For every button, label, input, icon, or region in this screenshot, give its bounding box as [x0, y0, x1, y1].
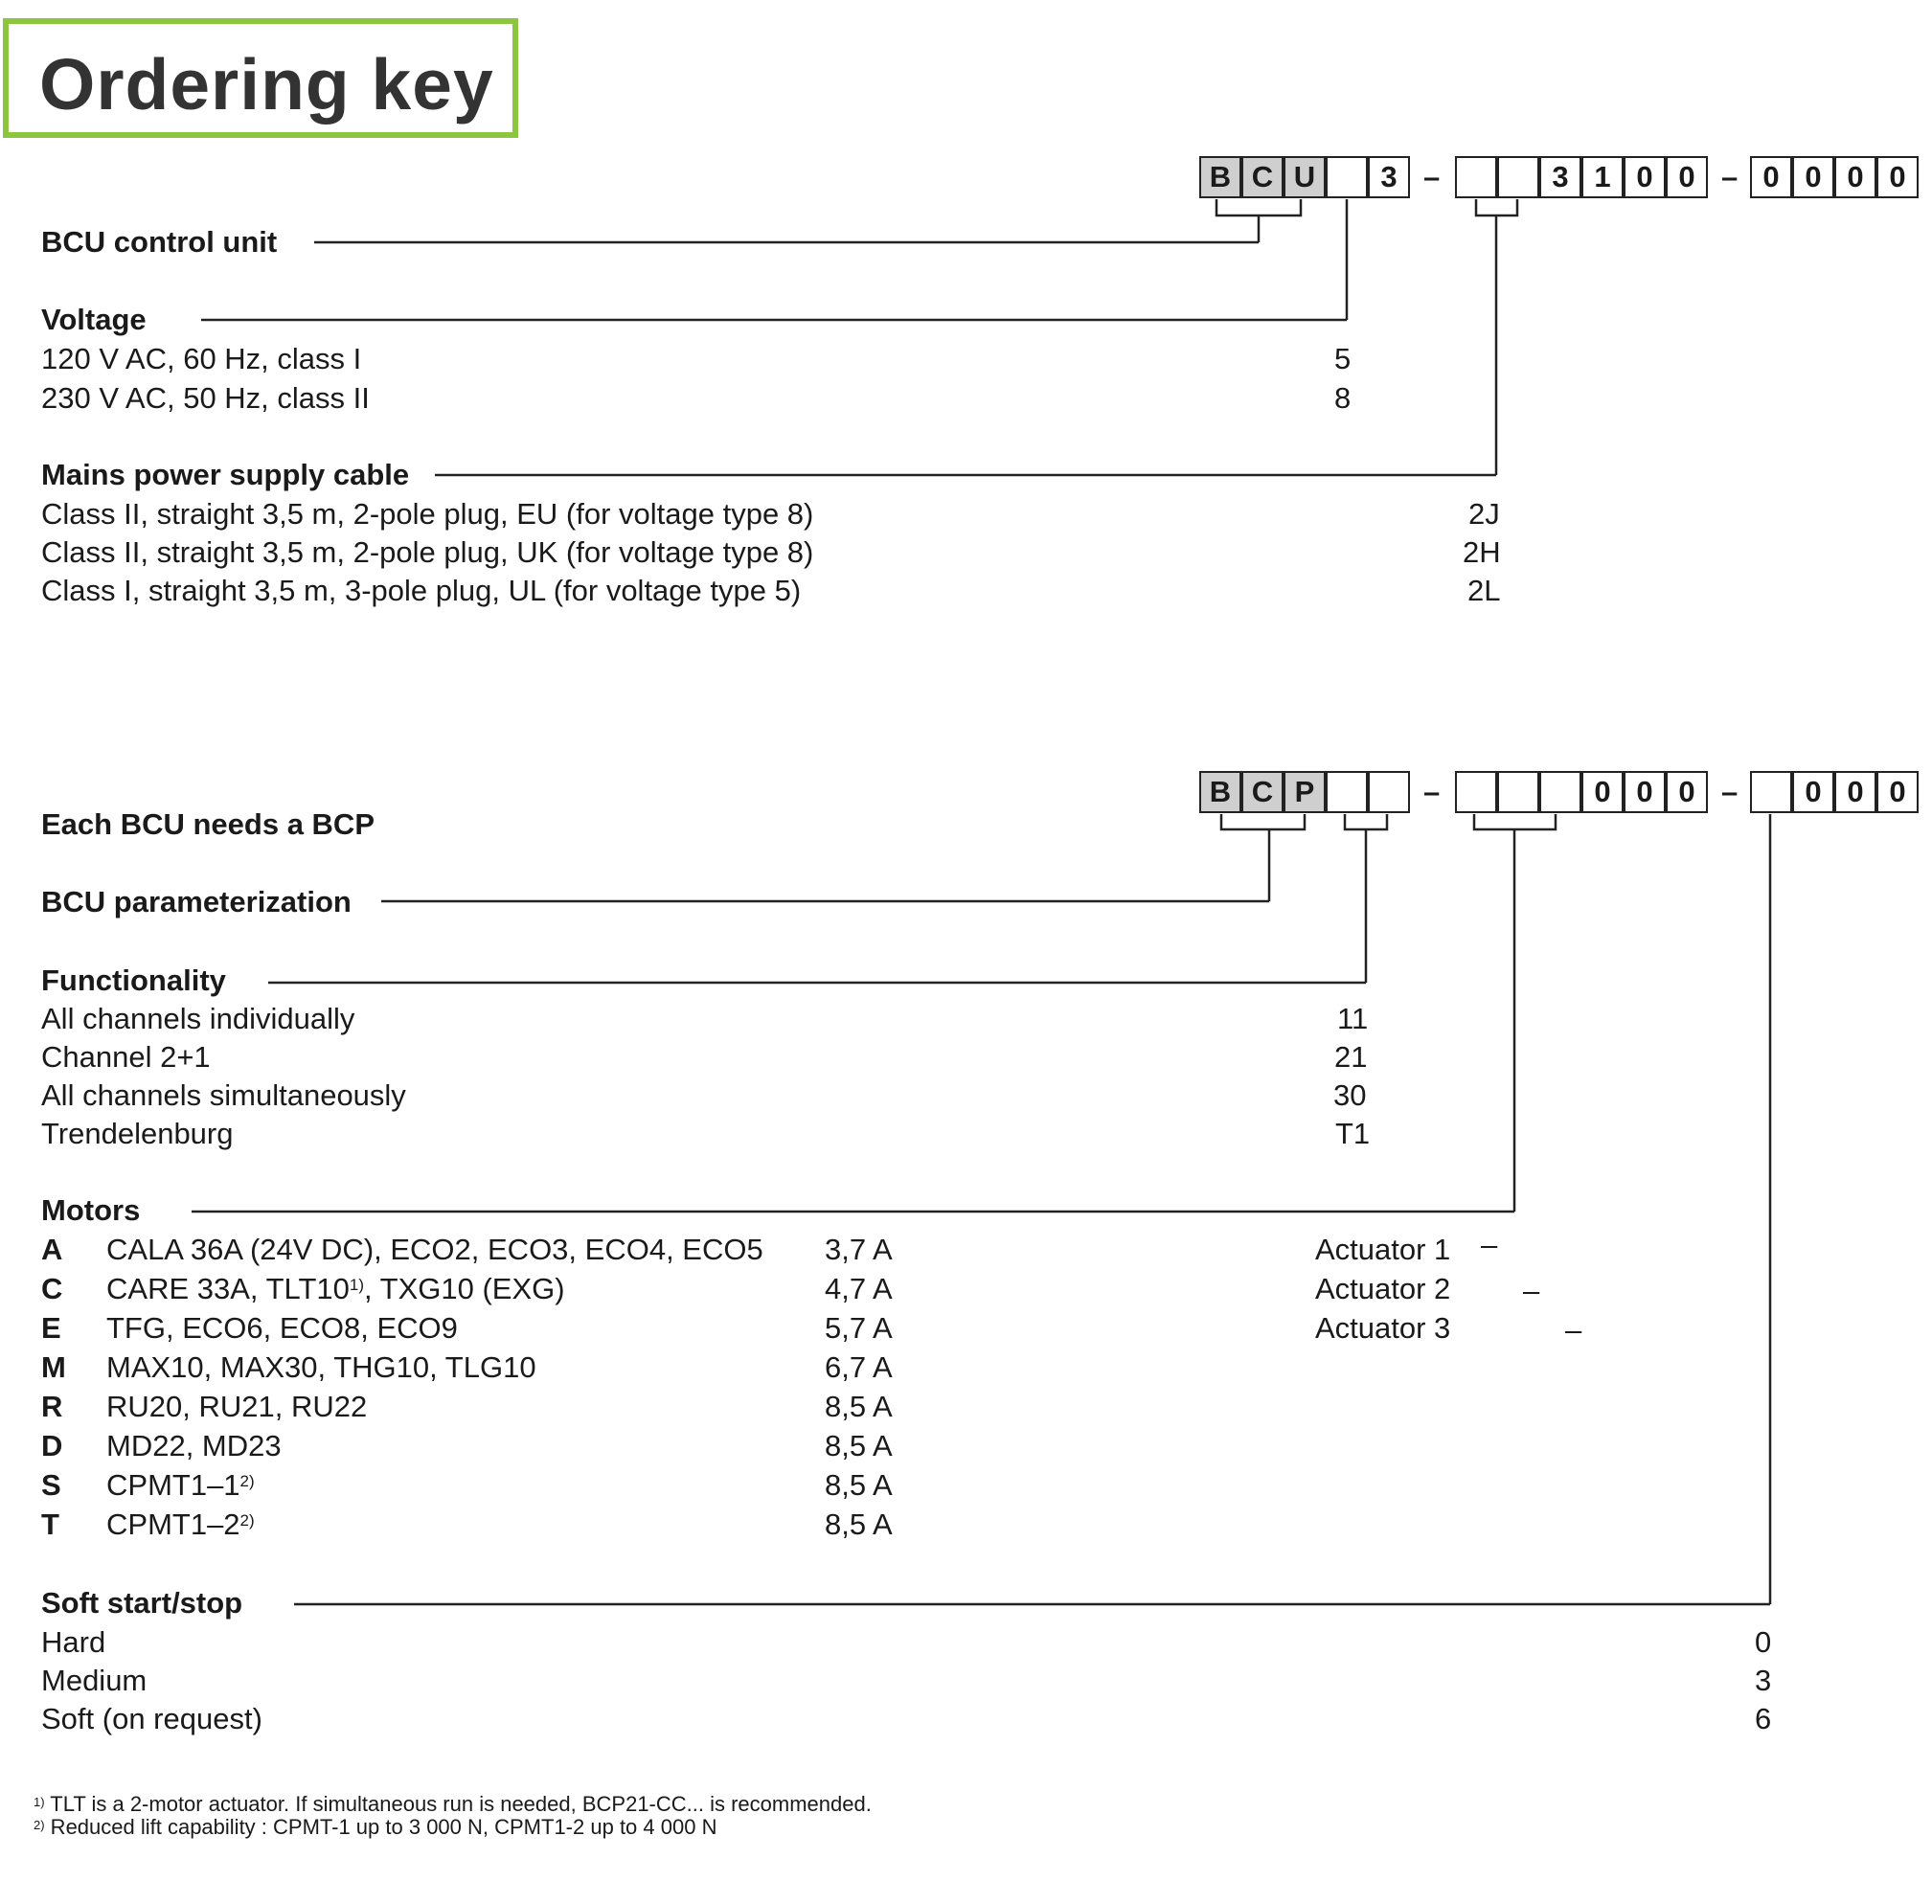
functionality-option-label: All channels simultaneously: [41, 1078, 406, 1112]
functionality-option-label: Channel 2+1: [41, 1040, 211, 1074]
code-box: 0: [1624, 771, 1666, 813]
functionality-option-code: 21: [1334, 1040, 1368, 1074]
cable-option-code: 2L: [1467, 574, 1501, 607]
code-box: 0: [1834, 771, 1876, 813]
bcu-control-unit-label: BCU control unit: [41, 225, 278, 259]
functionality-option-label: All channels individually: [41, 1002, 355, 1035]
motor-letter: C: [41, 1272, 63, 1305]
code-box: 0: [1876, 771, 1919, 813]
code-separator: –: [1721, 160, 1739, 193]
bcu-bracket-cable: [1476, 199, 1517, 215]
actuator-label: Actuator 3: [1315, 1311, 1451, 1345]
cable-option-label: Class I, straight 3,5 m, 3-pole plug, UL (for voltage type 5): [41, 574, 802, 607]
softstart-option-label: Medium: [41, 1664, 148, 1697]
functionality-option-label: Trendelenburg: [41, 1117, 234, 1150]
motor-models: MD22, MD23: [106, 1429, 282, 1462]
functionality-option-code: 30: [1333, 1078, 1367, 1112]
actuator-mark: –: [1565, 1313, 1582, 1347]
footnote-ref: 2): [239, 1472, 255, 1490]
softstart-option-label: Hard: [41, 1625, 106, 1659]
footnote: $^{1)}$ TLT is a 2-motor actuator. If simultaneous run is needed, BCP21-CC... is recommended.: [34, 1792, 872, 1816]
motor-letter: A: [41, 1233, 63, 1266]
motor-current: 4,7 A: [825, 1272, 893, 1305]
voltage-option-code: 8: [1334, 381, 1352, 415]
code-box: [1455, 771, 1497, 813]
bcp-bracket-bcp: [1221, 814, 1305, 829]
motor-current: 3,7 A: [825, 1233, 893, 1266]
motor-models: CALA 36A (24V DC), ECO2, ECO3, ECO4, ECO5: [106, 1233, 763, 1266]
cable-option-label: Class II, straight 3,5 m, 2-pole plug, UK (for voltage type 8): [41, 535, 814, 569]
functionality-heading: Functionality: [41, 963, 226, 997]
footnote-ref: 2): [239, 1511, 255, 1530]
motor-current: 6,7 A: [825, 1350, 893, 1384]
code-separator: –: [1423, 775, 1441, 808]
code-box: 0: [1876, 156, 1919, 198]
motor-letter: T: [41, 1507, 59, 1541]
softstart-heading: Soft start/stop: [41, 1586, 243, 1620]
cable-option-label: Class II, straight 3,5 m, 2-pole plug, EU (for voltage type 8): [41, 497, 814, 531]
motor-letter: S: [41, 1468, 61, 1502]
code-box: P: [1284, 771, 1326, 813]
motor-letter: E: [41, 1311, 61, 1345]
code-box: [1539, 771, 1581, 813]
voltage-option-code: 5: [1334, 342, 1352, 375]
page-title: Ordering key: [39, 44, 494, 125]
code-box: 3: [1368, 156, 1410, 198]
softstart-option-code: 3: [1755, 1664, 1772, 1697]
motor-models: CPMT1–2$^{2)}$: [106, 1507, 255, 1541]
motor-models: TFG, ECO6, ECO8, ECO9: [106, 1311, 458, 1345]
code-box: 0: [1624, 156, 1666, 198]
softstart-option-code: 0: [1755, 1625, 1772, 1659]
bcp-parameterization-label: BCU parameterization: [41, 885, 352, 918]
code-box: B: [1199, 156, 1241, 198]
motor-current: 8,5 A: [825, 1507, 893, 1541]
code-box: 3: [1539, 156, 1581, 198]
code-box: 0: [1750, 156, 1792, 198]
code-box: 0: [1666, 771, 1708, 813]
code-box: [1497, 156, 1539, 198]
code-box: [1455, 156, 1497, 198]
motor-models: MAX10, MAX30, THG10, TLG10: [106, 1350, 536, 1384]
voltage-option-label: 120 V AC, 60 Hz, class I: [41, 342, 362, 375]
functionality-option-code: T1: [1335, 1117, 1371, 1150]
code-separator: –: [1423, 160, 1441, 193]
bcp-bracket-motors: [1474, 814, 1556, 829]
code-box: C: [1241, 771, 1284, 813]
code-separator: –: [1721, 775, 1739, 808]
code-box: 1: [1581, 156, 1624, 198]
footnote-ref: 1): [349, 1276, 364, 1294]
actuator-mark: –: [1481, 1228, 1498, 1261]
softstart-option-code: 6: [1755, 1702, 1772, 1735]
code-box: [1497, 771, 1539, 813]
bcp-bracket-functionality: [1345, 814, 1387, 829]
motor-letter: M: [41, 1350, 66, 1384]
voltage-option-label: 230 V AC, 50 Hz, class II: [41, 381, 370, 415]
code-box: 0: [1792, 156, 1834, 198]
code-box: [1326, 771, 1368, 813]
motor-current: 5,7 A: [825, 1311, 893, 1345]
motor-letter: R: [41, 1390, 63, 1423]
motor-models: CPMT1–1$^{2)}$: [106, 1468, 255, 1502]
code-box: C: [1241, 156, 1284, 198]
code-box: B: [1199, 771, 1241, 813]
bcp-needs-label: Each BCU needs a BCP: [41, 807, 375, 841]
cable-option-code: 2J: [1468, 497, 1500, 531]
motor-models: CARE 33A, TLT10$^{1)}$, TXG10 (EXG): [106, 1272, 565, 1305]
motors-heading: Motors: [41, 1193, 141, 1227]
motor-current: 8,5 A: [825, 1468, 893, 1502]
code-box: 0: [1666, 156, 1708, 198]
bcu-bracket-bcu: [1216, 199, 1301, 215]
code-box: [1368, 771, 1410, 813]
actuator-label: Actuator 1: [1315, 1233, 1451, 1266]
cable-option-code: 2H: [1463, 535, 1501, 569]
code-box: 0: [1581, 771, 1624, 813]
footnote: $^{2)}$ Reduced lift capability : CPMT-1 up to 3 000 N, CPMT1-2 up to 4 000 N: [34, 1815, 717, 1839]
softstart-option-label: Soft (on request): [41, 1702, 262, 1735]
code-box: [1326, 156, 1368, 198]
motor-models: RU20, RU21, RU22: [106, 1390, 368, 1423]
motor-current: 8,5 A: [825, 1390, 893, 1423]
code-box: U: [1284, 156, 1326, 198]
functionality-option-code: 11: [1337, 1002, 1369, 1035]
voltage-heading: Voltage: [41, 303, 147, 336]
actuator-mark: –: [1523, 1274, 1540, 1307]
code-box: 0: [1834, 156, 1876, 198]
actuator-label: Actuator 2: [1315, 1272, 1451, 1305]
code-box: [1750, 771, 1792, 813]
motor-letter: D: [41, 1429, 63, 1462]
code-box: 0: [1792, 771, 1834, 813]
cable-heading: Mains power supply cable: [41, 458, 410, 491]
motor-current: 8,5 A: [825, 1429, 893, 1462]
